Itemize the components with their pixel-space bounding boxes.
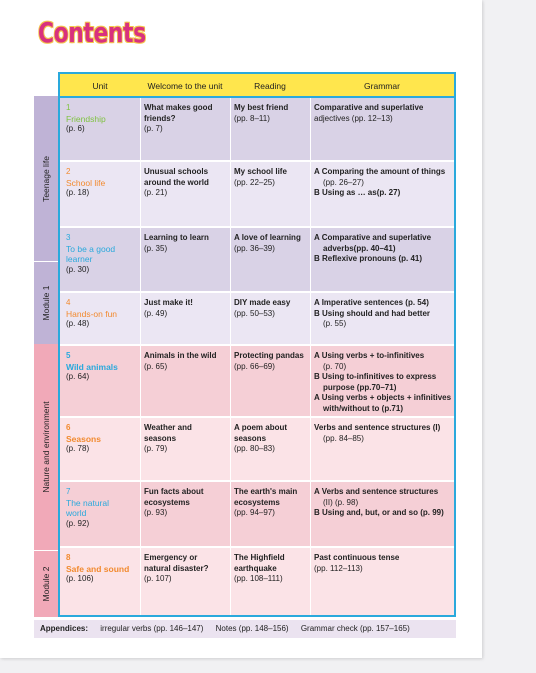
grammar-cell: A Imperative sentences (p. 54) B Using should and had better (p. 55)	[314, 298, 431, 328]
page-title: Contents	[38, 16, 146, 49]
unit-cell: 6 Seasons (p. 78)	[66, 423, 101, 453]
appendix-item: Grammar check (pp. 157–165)	[300, 624, 410, 633]
unit-cell: 5 Wild animals (p. 64)	[66, 351, 118, 381]
grammar-cell: A Comparative and superlative adverbs(pp. 40–41) B Reflexive pronouns (p. 41)	[314, 233, 432, 263]
side-band-module-1	[34, 261, 58, 344]
unit-cell: 1 Friendship (p. 6)	[66, 103, 106, 133]
column-divider	[230, 98, 231, 615]
grammar-cell: Comparative and superlative adjectives (pp. 12–13)	[314, 103, 424, 123]
side-label: Teenage life	[41, 155, 51, 202]
grammar-cell: Verbs and sentence structures (I) (pp. 84–85)	[314, 423, 441, 443]
unit-cell: 3 To be a good learner (p. 30)	[66, 233, 116, 274]
side-label: Module 1	[41, 285, 51, 321]
reading-cell: The earth's main ecosystems (pp. 94–97)	[234, 487, 298, 517]
welcome-cell: Weather and seasons (p. 79)	[144, 423, 192, 453]
column-divider	[310, 98, 311, 615]
unit-cell: 8 Safe and sound (p. 106)	[66, 553, 130, 583]
reading-cell: My best friend (pp. 8–11)	[234, 103, 289, 123]
grammar-cell: A Using verbs + to-infinitives (p. 70) B Using to-infinitives to express purpose (pp.70–71) A Using verbs + objects + infinitives with/without to (p.71)	[314, 351, 452, 413]
side-band-module-2	[34, 550, 58, 617]
side-label: Module 2	[41, 566, 51, 602]
reading-cell: Protecting pandas (pp. 66–69)	[234, 351, 304, 371]
reading-cell: A poem about seasons (pp. 80–83)	[234, 423, 288, 453]
unit-cell: 2 School life (p. 18)	[66, 167, 106, 197]
unit-cell: 4 Hands-on fun (p. 48)	[66, 298, 118, 328]
table-row	[60, 346, 454, 418]
table-row	[60, 418, 454, 482]
header-grammar: Grammar	[364, 81, 400, 91]
contents-table	[58, 72, 456, 617]
welcome-cell: Animals in the wild (p. 65)	[144, 351, 217, 371]
header-welcome: Welcome to the unit	[147, 81, 223, 91]
table-row	[60, 162, 454, 228]
appendix-item: Notes (pp. 148–156)	[215, 624, 289, 633]
header-unit: Unit	[92, 81, 108, 91]
welcome-cell: Fun facts about ecosystems (p. 93)	[144, 487, 204, 517]
reading-cell: A love of learning (pp. 36–39)	[234, 233, 301, 253]
welcome-cell: Just make it! (p. 49)	[144, 298, 193, 318]
reading-cell: My school life (pp. 22–25)	[234, 167, 287, 187]
table-row	[60, 293, 454, 346]
grammar-cell: A Comparing the amount of things (pp. 26–27) B Using as … as(p. 27)	[314, 167, 446, 197]
reading-cell: The Highfield earthquake (pp. 108–111)	[234, 553, 285, 583]
appendix-item: irregular verbs (pp. 146–147)	[100, 624, 204, 633]
column-divider	[140, 98, 141, 615]
header-reading: Reading	[254, 81, 286, 91]
table-header	[60, 74, 454, 98]
reading-cell: DIY made easy (pp. 50–53)	[234, 298, 291, 318]
welcome-cell: Unusual schools around the world (p. 21)	[144, 167, 209, 197]
welcome-cell: What makes good friends? (p. 7)	[144, 103, 213, 133]
side-band-nature-environment	[34, 344, 58, 550]
table-row	[60, 482, 454, 548]
grammar-cell: Past continuous tense (pp. 112–113)	[314, 553, 400, 573]
appendices-label: Appendices:	[40, 624, 89, 633]
table-row	[60, 98, 454, 162]
side-label: Nature and environment	[41, 401, 51, 493]
table-row	[60, 548, 454, 615]
appendices-bar	[34, 620, 456, 638]
grammar-cell: A Verbs and sentence structures (II) (p. 98) B Using and, but, or and so (p. 99)	[314, 487, 444, 517]
table-row	[60, 228, 454, 293]
welcome-cell: Learning to learn (p. 35)	[144, 233, 209, 253]
side-band-teenage-life	[34, 96, 58, 261]
unit-cell: 7 The natural world (p. 92)	[66, 487, 109, 528]
welcome-cell: Emergency or natural disaster? (p. 107)	[144, 553, 209, 583]
